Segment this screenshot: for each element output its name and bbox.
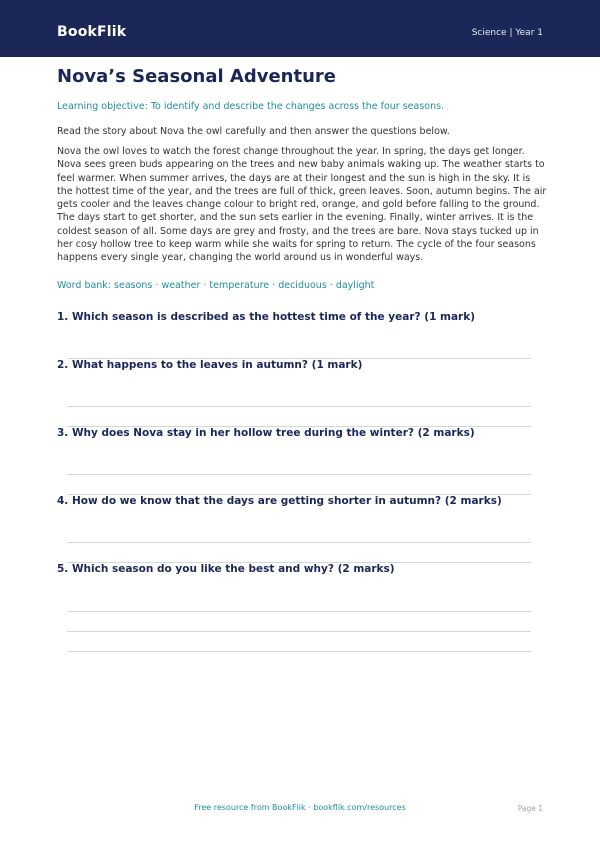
answer-line[interactable] xyxy=(67,406,531,407)
instruction-text: Read the story about Nova the owl carefully and then answer the questions below. xyxy=(57,126,450,137)
question-2: 2. What happens to the leaves in autumn? (1 mark) xyxy=(57,359,363,371)
answer-line[interactable] xyxy=(67,651,531,652)
question-5: 5. Which season do you like the best and why? (2 marks) xyxy=(57,563,395,575)
answer-line[interactable] xyxy=(67,474,531,475)
footer-source-link[interactable]: Free resource from BookFlik · bookflik.com/resources xyxy=(194,803,406,812)
answer-line[interactable] xyxy=(67,542,531,543)
question-1: 1. Which season is described as the hottest time of the year? (1 mark) xyxy=(57,311,476,323)
word-bank: Word bank: seasons · weather · temperature · deciduous · daylight xyxy=(57,280,375,291)
worksheet-title: Nova’s Seasonal Adventure xyxy=(57,66,336,87)
question-4: 4. How do we know that the days are getting shorter in autumn? (2 marks) xyxy=(57,495,502,507)
header-bar xyxy=(0,0,600,57)
learning-objective: Learning objective: To identify and describe the changes across the four seasons. xyxy=(57,101,445,112)
subject-year-label: Science | Year 1 xyxy=(471,28,543,38)
answer-line[interactable] xyxy=(67,631,531,632)
question-3: 3. Why does Nova stay in her hollow tree during the winter? (2 marks) xyxy=(57,427,475,439)
answer-line[interactable] xyxy=(67,611,531,612)
brand-logo-text: BookFlik xyxy=(57,24,127,40)
story-paragraph: Nova the owl loves to watch the forest change throughout the year. In spring, the days get longer. Nova sees green buds appearing on the trees and new baby animals waking up. The weather starts to feel warmer. When summer arrives, the days are at their longest and the sun is high in the sky. It is the hottest time of the year, and the trees are full of thick, green leaves. Soon, autumn begins. The air gets cooler and the leaves change colour to bright red, orange, and gold before falling to the ground. The days start to get shorter, and the sun sets earlier in the evening. Finally, winter arrives. It is the coldest season of all. Some days are grey and frosty, and the trees are bare. Nova stays tucked up in her cosy hollow tree to keep warm while she waits for spring to return. The cycle of the four seasons happens every single year, changing the world around us in wonderful ways. xyxy=(57,146,547,264)
page-number: Page 1 xyxy=(517,804,543,813)
